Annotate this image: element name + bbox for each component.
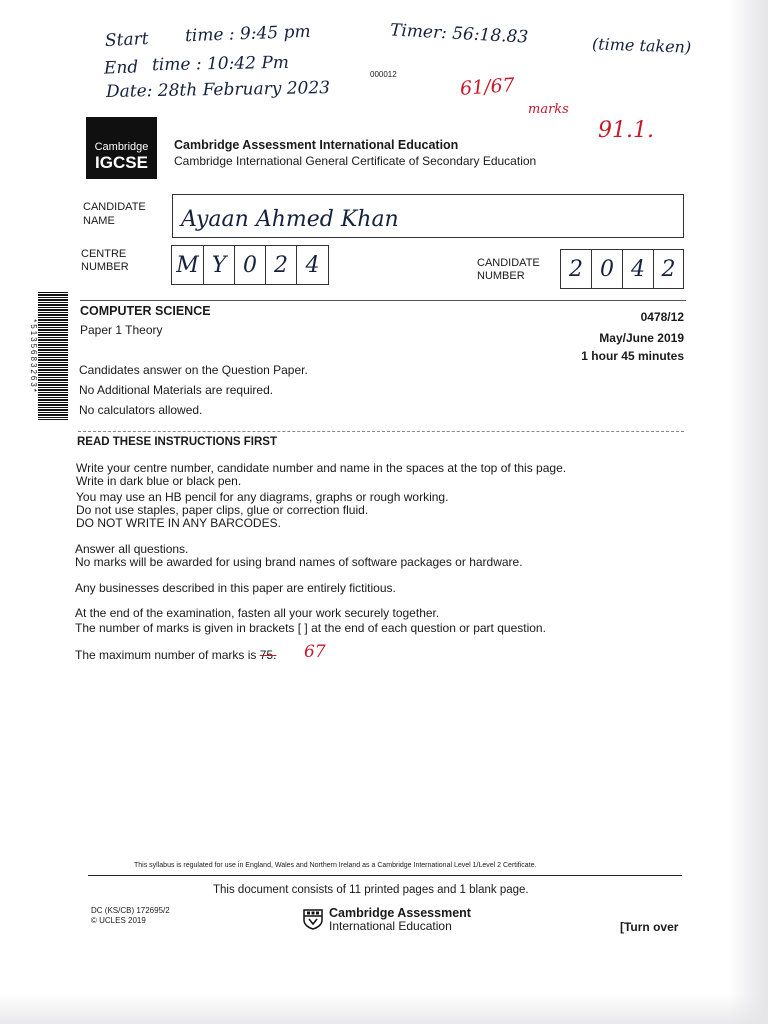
centre-digit: 4 bbox=[305, 252, 320, 278]
paper-name: Paper 1 Theory bbox=[80, 323, 163, 337]
page-count: This document consists of 11 printed pages and 1 blank page. bbox=[213, 884, 529, 896]
barcode-number: *5135683263* bbox=[28, 319, 38, 394]
start-time: time : 9:45 pm bbox=[184, 21, 311, 47]
candidate-name-label: CANDIDATE NAME bbox=[83, 201, 146, 227]
candidate-number-label: CANDIDATE NUMBER bbox=[477, 257, 540, 282]
header-org: Cambridge Assessment International Education bbox=[174, 138, 459, 152]
end-time: time : 10:42 Pm bbox=[151, 52, 290, 76]
candidate-digit: 0 bbox=[592, 250, 623, 288]
candidate-digit: 2 bbox=[561, 250, 592, 288]
instruction-line: DO NOT WRITE IN ANY BARCODES. bbox=[76, 516, 281, 530]
brand-line-1: Cambridge Assessment bbox=[329, 906, 471, 920]
start-label: Start bbox=[104, 28, 150, 52]
logo-line-2: IGCSE bbox=[95, 153, 148, 172]
instruction-line: Do not use staples, paper clips, glue or correction fluid. bbox=[76, 503, 369, 517]
end-label: End bbox=[103, 57, 139, 79]
instruction-line: Write in dark blue or black pen. bbox=[76, 474, 242, 488]
marks-word: marks bbox=[528, 102, 569, 117]
exam-duration: 1 hour 45 minutes bbox=[581, 349, 684, 363]
centre-digit: M bbox=[172, 246, 204, 284]
materials-line: No Additional Materials are required. bbox=[79, 383, 274, 397]
copyright: © UCLES 2019 bbox=[91, 916, 146, 925]
instruction-line: You may use an HB pencil for any diagrams, graphs or rough working. bbox=[76, 490, 449, 504]
candidate-number-box bbox=[560, 249, 684, 289]
instruction-line: No marks will be awarded for using brand names of software packages or hardware. bbox=[75, 555, 523, 569]
cambridge-igcse-logo bbox=[86, 117, 157, 179]
serial-number: 000012 bbox=[370, 70, 397, 79]
logo-line-1: Cambridge bbox=[94, 141, 149, 153]
candidate-digit: 2 bbox=[661, 256, 676, 282]
score-note: 61/67 bbox=[459, 74, 516, 100]
time-taken-note: (time taken) bbox=[591, 34, 692, 57]
subject-title: COMPUTER SCIENCE bbox=[80, 304, 211, 318]
centre-number-label: CENTRE NUMBER bbox=[81, 248, 129, 273]
max-marks-text: The maximum number of marks is bbox=[75, 648, 257, 662]
divider-middle bbox=[78, 431, 684, 432]
page-shadow-right bbox=[728, 0, 768, 1024]
instruction-line: Any businesses described in this paper are entirely fictitious. bbox=[75, 581, 396, 595]
regulation-note: This syllabus is regulated for use in England, Wales and Northern Ireland as a Cambridge International Level 1/Level 2 Certificate. bbox=[134, 862, 537, 869]
candidate-name-value: Ayaan Ahmed Khan bbox=[181, 207, 399, 232]
turn-over: [Turn over bbox=[620, 920, 679, 934]
instruction-line: The number of marks is given in brackets [ ] at the end of each question or part question. bbox=[75, 621, 546, 635]
centre-number-box bbox=[171, 245, 329, 285]
date-note: Date: 28th February 2023 bbox=[105, 78, 331, 102]
instructions-heading: READ THESE INSTRUCTIONS FIRST bbox=[77, 436, 277, 448]
centre-digit: 0 bbox=[235, 246, 266, 284]
divider-top bbox=[80, 300, 686, 301]
instruction-line: Answer all questions. bbox=[75, 542, 189, 556]
instruction-line: At the end of the examination, fasten all your work securely together. bbox=[75, 606, 440, 620]
exam-session: May/June 2019 bbox=[599, 331, 684, 345]
max-marks-line bbox=[75, 649, 276, 662]
candidate-name-box bbox=[172, 194, 684, 238]
percent-note: 91.1. bbox=[598, 118, 654, 143]
footer-rule bbox=[88, 875, 682, 876]
barcode bbox=[38, 292, 68, 420]
cambridge-shield-icon bbox=[302, 908, 324, 930]
materials-line: No calculators allowed. bbox=[79, 403, 203, 417]
dc-code: DC (KS/CB) 172695/2 bbox=[91, 906, 170, 915]
max-marks-value: 75. bbox=[259, 648, 277, 662]
timer-note: Timer: 56:18.83 bbox=[389, 20, 529, 48]
brand-line-2: International Education bbox=[329, 919, 452, 933]
header-cert: Cambridge International General Certificate of Secondary Education bbox=[174, 154, 537, 168]
page-shadow-bottom bbox=[0, 994, 768, 1024]
instruction-line: Write your centre number, candidate number and name in the spaces at the top of this page. bbox=[76, 461, 567, 475]
paper-code: 0478/12 bbox=[640, 310, 684, 324]
centre-digit: 2 bbox=[266, 246, 297, 284]
centre-digit: Y bbox=[204, 246, 235, 284]
candidate-digit: 4 bbox=[623, 250, 654, 288]
max-marks-correction: 67 bbox=[304, 642, 326, 662]
materials-line: Candidates answer on the Question Paper. bbox=[79, 363, 308, 377]
